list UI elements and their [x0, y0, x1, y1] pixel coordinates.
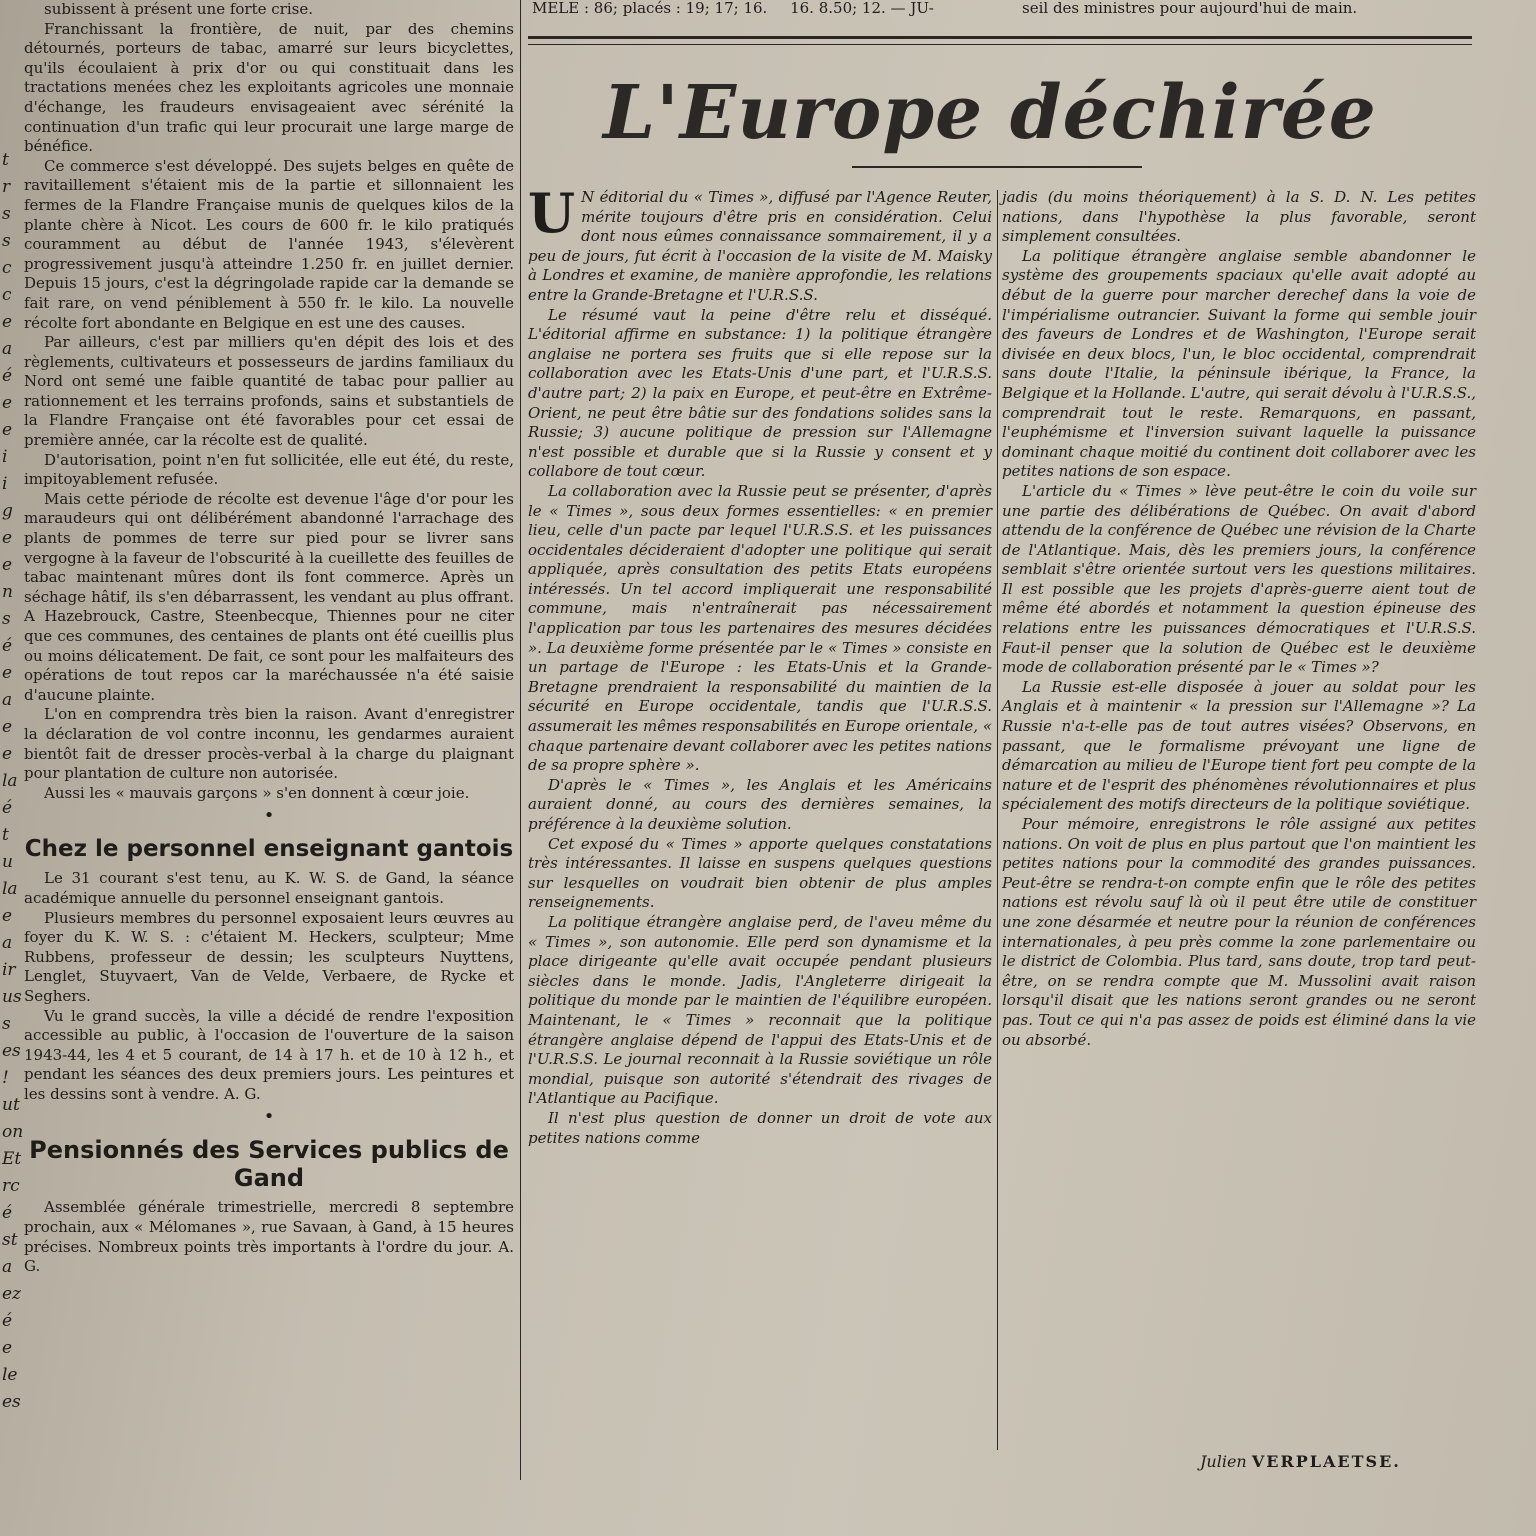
paragraph: La politique étrangère anglaise semble abandonner le système des groupements spaciaux qu'elle avait adopté au début de la guerre pour marcher derechef dans la voie de l'impérialisme outrancier. Suivant la forme qui semble jouir des faveurs de Londres et de Washington, l'Europe serait divisée en deux blocs, l'un, le bloc occidental, comprendrait sans doute l'Italie, la péninsule ibérique, la France, la Belgique et la Hollande. L'autre, qui serait dévolu à l'U.R.S.S., comprendrait tout le reste. Remarquons, en passant, l'euphémisme et l'inversion suivant laquelle la puissance dominant chaque moitié du continent doit collaborer avec les petites nations de son espace.	[1002, 246, 1476, 481]
margin-fragment: e	[2, 393, 13, 413]
margin-fragment: e	[2, 312, 13, 332]
margin-fragment: e	[2, 420, 13, 440]
top-text-strip	[522, 0, 1522, 34]
margin-fragment: u	[2, 852, 13, 872]
section2-paragraphs	[24, 1198, 514, 1276]
paragraph: Aussi les « mauvais garçons » s'en donnent à cœur joie.	[44, 783, 470, 802]
margin-fragment: t	[2, 150, 9, 170]
article-signature	[1200, 1452, 1401, 1471]
margin-fragment: é	[2, 1203, 13, 1223]
margin-fragment: rc	[2, 1176, 20, 1196]
margin-fragment: é	[2, 1311, 13, 1331]
margin-fragment: i	[2, 447, 8, 467]
margin-fragment: Et	[2, 1149, 22, 1169]
top-left-fragment: MELE : 86; placés : 19; 17; 16. 16. 8.50; 12. — JU-	[532, 0, 934, 17]
margin-fragment: s	[2, 231, 11, 251]
section-title-enseignant: Chez le personnel enseignant gantois	[24, 836, 514, 863]
margin-fragment: st	[2, 1230, 18, 1250]
column-separator-left	[520, 0, 521, 1480]
left-margin-fragments	[0, 0, 22, 1536]
paragraph: Assemblée générale trimestrielle, mercredi 8 septembre prochain, aux « Mélomanes », rue Savaan, à Gand, à 15 heures précises. Nombreux points très importants à l'ordre du jour. A. G.	[24, 1198, 514, 1276]
paragraph: La Russie est-elle disposée à jouer au soldat pour les Anglais et à maintenir « la pression sur l'Allemagne »? La Russie n'a-t-elle pas de tout autres visées? Observons, en passant, que le formalisme prévoyant une ligne de démarcation au milieu de l'Europe tient fort peu compte de la nature et de l'esprit des phénomènes révolutionnaires et plus spécialement des motifs directeurs de la politique soviétique.	[1002, 677, 1476, 814]
article-column-right	[1002, 188, 1476, 1050]
margin-fragment: é	[2, 366, 13, 386]
article-dropcap: U	[528, 181, 576, 245]
margin-fragment: es	[2, 1041, 21, 1061]
paragraph: La collaboration avec la Russie peut se présenter, d'après le « Times », sous deux formes essentielles: « en premier lieu, celle d'un pacte par lequel l'U.R.S.S. et les puissances occidentales décideraient d'adopter une politique qui serait appliquée, après consultation des petits Etats européens intéressés. Un tel accord impliquerait une responsabilité commune, mais n'entraînerait pas nécessairement l'application par tous les partenaires des mesures décidées ». La deuxième forme présentée par le « Times » consiste en un partage de l'Europe : les Etats-Unis et la Grande-Bretagne prendraient la responsabilité du maintien de la sécurité en Europe occidentale, tandis que l'U.R.S.S. assumerait les mêmes responsabilités en Europe orientale, « chaque partenaire devant collaborer avec les petites nations de sa propre sphère ».	[528, 481, 992, 775]
margin-fragment: e	[2, 528, 13, 548]
margin-fragment: a	[2, 1257, 13, 1277]
margin-fragment: es	[2, 1392, 21, 1412]
paragraph: La politique étrangère anglaise perd, de l'aveu même du « Times », son autonomie. Elle perd son dynamisme et la place dirigeante qu'elle avait occupée pendant plusieurs siècles dans le monde. Jadis, l'Angleterre dirigeait la politique du monde par le maintien de l'équilibre européen. Maintenant, le « Times » reconnait que la politique étrangère anglaise dépend de l'appui des Etats-Unis et de l'U.R.S.S. Le journal reconnait à la Russie soviétique un rôle mondial, puisque son autorité s'étendrait des rivages de l'Atlantique au Pacifique.	[528, 912, 992, 1108]
paragraph: Par ailleurs, c'est par milliers qu'en dépit des lois et des règlements, cultivateurs et possesseurs de jardins familiaux du Nord ont semé une faible quantité de tabac pour pallier au rationnement et les terrains profonds, sains et substantiels de la Flandre Française ont été favorables pour cet essai de première année, car la récolte est de qualité.	[24, 333, 514, 450]
paragraph: D'autorisation, point n'en fut sollicitée, elle eut été, du reste, impitoyablement refusée.	[24, 450, 514, 489]
left-column-paragraphs	[24, 0, 514, 803]
section-bullet: •	[263, 805, 275, 827]
margin-fragment: us	[2, 987, 22, 1007]
margin-fragment: s	[2, 1014, 11, 1034]
margin-fragment: s	[2, 609, 11, 629]
margin-fragment: le	[2, 1365, 18, 1385]
column-separator-right	[997, 190, 998, 1450]
paragraph: subissent à présent une forte crise.	[44, 0, 313, 18]
margin-fragment: s	[2, 204, 11, 224]
margin-fragment: g	[2, 501, 13, 521]
section-title-pensionnes: Pensionnés des Services publics de Gand	[29, 1136, 509, 1193]
margin-fragment: e	[2, 555, 13, 575]
top-right-fragment: seil des ministres pour aujourd'hui de main.	[1022, 0, 1358, 17]
margin-fragment: c	[2, 258, 12, 278]
margin-fragment: ir	[2, 960, 16, 980]
signature-last-name: VERPLAETSE.	[1251, 1452, 1401, 1471]
paragraph: Mais cette période de récolte est devenue l'âge d'or pour les maraudeurs qui ont délibérément abandonné l'arrachage des plants de pommes de terre sur pied pour se livrer sans vergogne à la faveur de l'obscurité à la cueillette des feuilles de tabac maintenant mûres dont ils font commerce. Après un séchage hâtif, ils s'en débarrassent, les vendant au plus offrant. A Hazebrouck, Castre, Steenbecque, Thiennes pour ne citer que ces communes, des centaines de plants ont été cueillis plus ou moins délicatement. De fait, ce sont pour les malfaiteurs des opérations de tout repos car la maréchaussée n'a été saisie d'aucune plainte.	[24, 489, 514, 704]
paragraph: Ce commerce s'est développé. Des sujets belges en quête de ravitaillement s'étaient mis de la partie et sillonnaient les fermes de la Flandre Française munis de quelques kilos de la plante chère à Nicot. Les cours de 600 fr. le kilo pratiqués couramment au début de l'année 1943, s'élevèrent progressivement jusqu'à atteindre 1.250 fr. en juillet dernier. Depuis 15 jours, c'est la dégringolade rapide car la demande se fait rare, on vend péniblement à 550 fr. le kilo. La nouvelle récolte fort abondante en Belgique en est une des causes.	[24, 156, 514, 332]
margin-fragment: i	[2, 474, 8, 494]
left-column	[24, 0, 514, 1277]
signature-first-name: Julien	[1200, 1452, 1247, 1471]
header-rule-thin	[528, 44, 1472, 45]
section-bullet-2: •	[263, 1106, 275, 1128]
top-left-fragment-2: 16. 8.50; 12. — JU-	[790, 0, 934, 17]
paragraph: N éditorial du « Times », diffusé par l'Agence Reuter, mérite toujours d'être pris en considération. Celui dont nous eûmes connaissance sommairement, il y a peu de jours, fut écrit à l'occasion de la visite de M. Maisky à Londres et examine, de manière approfondie, les relations entre la Grande-Bretagne et l'U.R.S.S.	[528, 188, 992, 304]
paragraph: L'on en comprendra très bien la raison. Avant d'enregistrer la déclaration de vol contre inconnu, les gendarmes auraient bientôt fait de dresser procès-verbal à la charge du plaignant pour plantation de culture non autorisée.	[24, 705, 514, 783]
margin-fragment: e	[2, 663, 13, 683]
margin-fragment: la	[2, 771, 18, 791]
headline-underline	[852, 166, 1142, 168]
paragraph: Il n'est plus question de donner un droit de vote aux petites nations comme	[528, 1108, 992, 1147]
margin-fragment: a	[2, 933, 13, 953]
margin-fragment: é	[2, 798, 13, 818]
margin-fragment: a	[2, 339, 13, 359]
middle-column-paragraphs	[528, 181, 992, 1148]
right-column-paragraphs	[1002, 188, 1476, 1050]
margin-fragment: n	[2, 582, 13, 602]
article-headline: L'Europe déchirée	[603, 70, 1377, 156]
margin-fragment: e	[2, 906, 13, 926]
paragraph: Vu le grand succès, la ville a décidé de rendre l'exposition accessible au public, à l'occasion de l'ouverture de la saison 1943-44, les 4 et 5 courant, de 14 à 17 h. et de 10 à 12 h., et pendant les séances des deux premiers jours. Les peintures et les dessins sont à vendre. A. G.	[24, 1006, 514, 1103]
margin-fragment: ez	[2, 1284, 22, 1304]
margin-fragment: on	[2, 1122, 24, 1142]
margin-fragment: t	[2, 825, 9, 845]
paragraph: Plusieurs membres du personnel exposaient leurs œuvres au foyer du K. W. S. : c'étaient M. Heckers, sculpteur; Mme Rubbens, professeur de dessin; les sculpteurs Nuyttens, Lenglet, Stuyvaert, Van de Velde, Verbaere, de Rycke et Seghers.	[24, 908, 514, 1005]
margin-fragment: é	[2, 636, 13, 656]
article-column-middle	[528, 181, 992, 1148]
margin-fragment: e	[2, 717, 13, 737]
margin-fragment: la	[2, 879, 18, 899]
margin-fragment: c	[2, 285, 12, 305]
margin-fragment: r	[2, 177, 11, 197]
paragraph: Cet exposé du « Times » apporte quelques constatations très intéressantes. Il laisse en suspens quelques questions sur lesquelles on voudrait bien obtenir de plus amples renseignements.	[528, 834, 992, 912]
paragraph: Pour mémoire, enregistrons le rôle assigné aux petites nations. On voit de plus en plus partout que l'on maintient les petites nations pour la commodité des grandes puissances. Peut-être se rendra-t-on compte enfin que le rôle des petites nations est révolu sauf là où il peut être utile de constituer une zone désarmée et neutre pour la réunion de conférences internationales, à peu près comme la zone parlementaire ou le district de Colombia. Plus tard, sans doute, trop tard peut-être, on se rendra compte que M. Mussolini avait raison lorsqu'il disait que les nations seront grandes ou ne seront pas. Tout ce qui n'a pas assez de poids est éliminé dans la vie ou absorbé.	[1002, 815, 1476, 1049]
margin-fragment: !	[2, 1068, 9, 1088]
margin-fragment: ut	[2, 1095, 20, 1115]
paragraph: jadis (du moins théoriquement) à la S. D. N. Les petites nations, dans l'hypothèse la plus favorable, seront simplement consultées.	[1002, 188, 1476, 246]
header-rule-thick	[528, 36, 1472, 39]
paragraph: D'après le « Times », les Anglais et les Américains auraient donné, au cours des dernières semaines, la préférence à la deuxième solution.	[528, 775, 992, 833]
margin-fragment: e	[2, 1338, 13, 1358]
paragraph: Le 31 courant s'est tenu, au K. W. S. de Gand, la séance académique annuelle du personnel enseignant gantois.	[24, 869, 514, 907]
paragraph: Le résumé vaut la peine d'être relu et disséqué. L'éditorial affirme en substance: 1) la politique étrangère anglaise ne portera ses fruits que si elle repose sur la collaboration avec les Etats-Unis d'une part, et l'U.R.S.S. d'autre part; 2) la paix en Europe, et peut-être en Extrême-Orient, ne peut être bâtie sur des fondations solides sans la Russie; 3) aucune politique de pression sur l'Allemagne n'est possible et durable que si la Russie y consent et y collabore de tout cœur.	[528, 305, 992, 481]
margin-fragment: a	[2, 690, 13, 710]
paragraph: L'article du « Times » lève peut-être le coin du voile sur une partie des délibérations de Québec. On avait d'abord attendu de la conférence de Québec une révision de la Charte de l'Atlantique. Mais, dès les premiers jours, la conférence semblait s'être orientée surtout vers les questions militaires. Il est possible que les projets d'après-guerre aient tout de même été abordés et notamment la question épineuse des relations entre les puissances démocratiques et l'U.R.S.S. Faut-il penser que la solution de Québec est le deuxième mode de collaboration présenté par le « Times »?	[1002, 481, 1476, 677]
margin-fragment: e	[2, 744, 13, 764]
section1-paragraphs	[24, 869, 514, 1104]
paragraph: Franchissant la frontière, de nuit, par des chemins détournés, porteurs de tabac, amarré sur leurs bicyclettes, qu'ils écoulaient à prix d'or ou qui constituait dans les tractations menées chez les exploitants agricoles une monnaie d'échange, les fraudeurs envisageaient avec sérénité la continuation d'un trafic qui leur procurait une large marge de bénéfice.	[24, 19, 514, 156]
